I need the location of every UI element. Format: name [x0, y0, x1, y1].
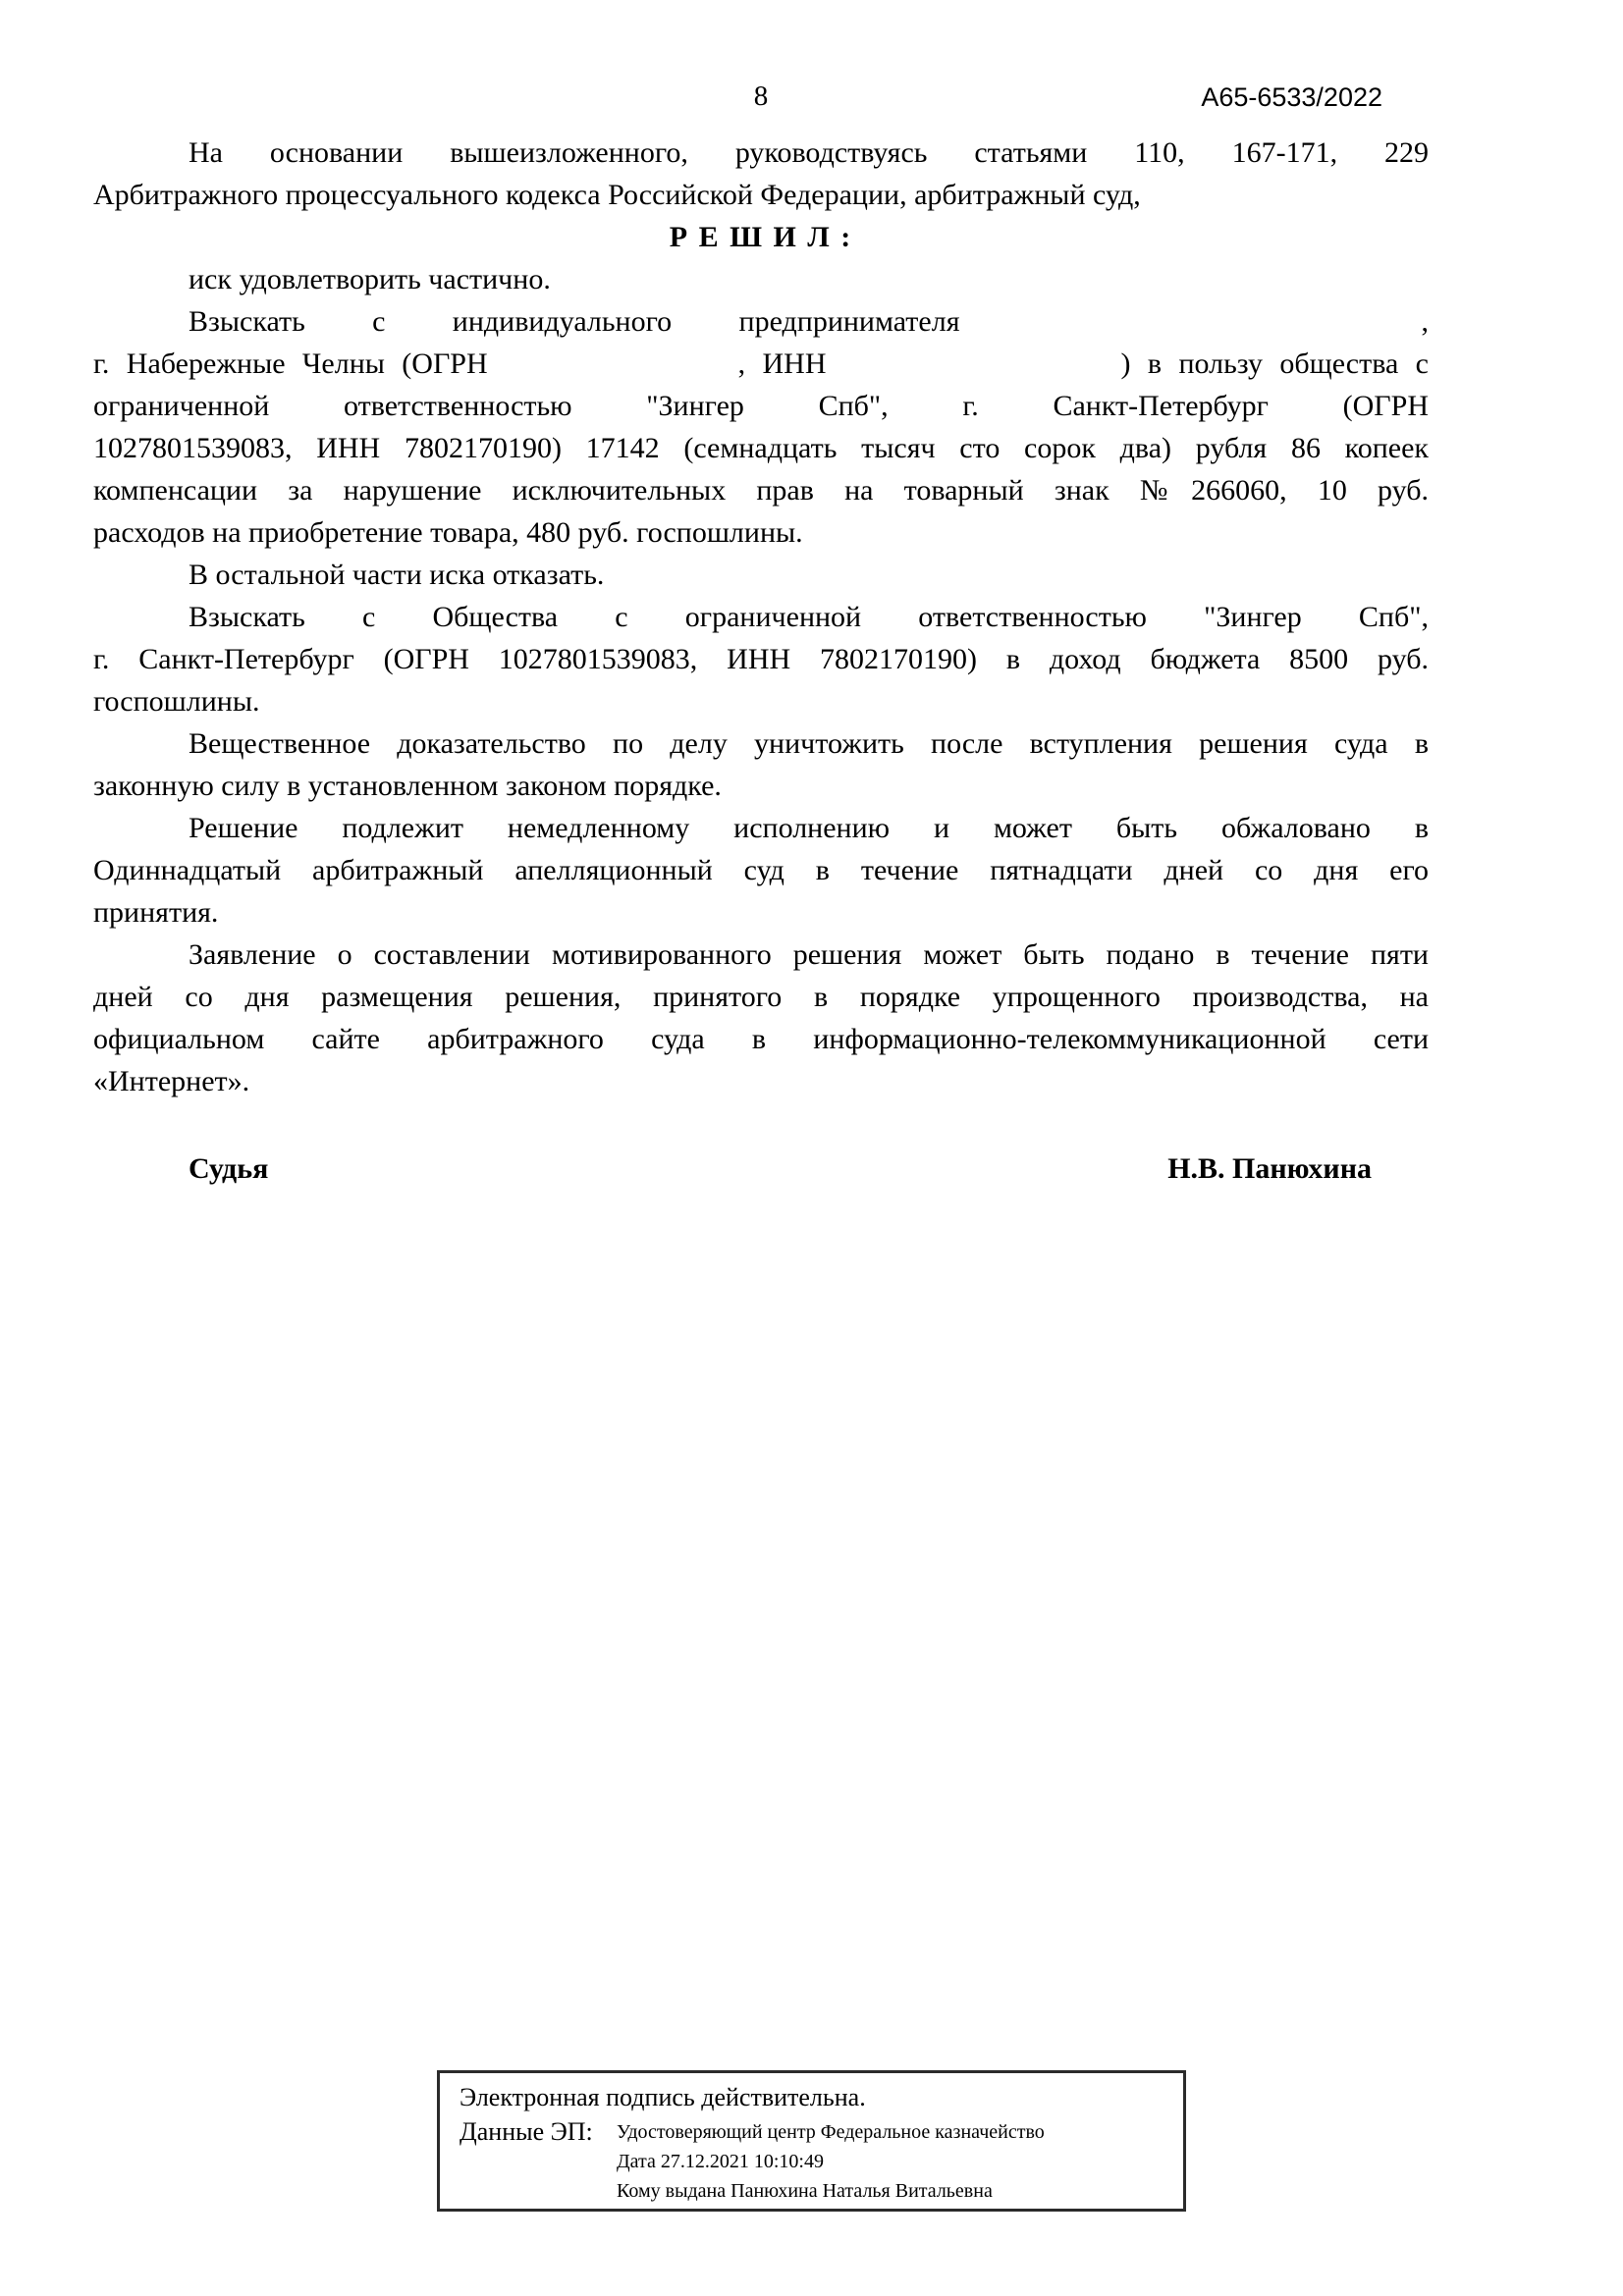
text-segment: Взыскать с индивидуального предпринимателя	[189, 305, 960, 338]
resolution-item-6-line-3: принятия.	[93, 896, 219, 929]
stamp-validity-text: Электронная подпись действительна.	[460, 2083, 866, 2111]
resolution-item-6-line-1: Решение подлежит немедленному исполнению и может быть обжаловано в	[189, 812, 1429, 844]
intro-line-1: На основании вышеизложенного, руководствуясь статьями 110, 167-171, 229	[189, 136, 1429, 169]
judge-label: Судья	[189, 1152, 269, 1185]
redacted-ogrn	[488, 372, 738, 373]
page-number: 8	[753, 80, 769, 112]
stamp-details	[617, 2117, 1045, 2206]
resolution-item-7-line-4: «Интернет».	[93, 1065, 250, 1097]
resolution-item-1: иск удовлетворить частично.	[189, 263, 551, 295]
text-segment: ) в пользу общества с	[1120, 347, 1429, 380]
resolution-item-4-line-1: Взыскать с Общества с ограниченной ответственностью "Зингер Спб",	[189, 601, 1429, 633]
text-segment: ,	[1421, 305, 1429, 338]
resolution-item-6-line-2: Одиннадцатый арбитражный апелляционный суд в течение пятнадцати дней со дня его	[93, 854, 1429, 886]
redacted-inn	[827, 372, 1121, 373]
resolution-item-4-line-2: г. Санкт-Петербург (ОГРН 1027801539083, ИНН 7802170190) в доход бюджета 8500 руб.	[93, 643, 1429, 675]
stamp-data-row	[460, 2117, 1173, 2206]
intro-line-2: Арбитражного процессуального кодекса Российской Федерации, арбитражный суд,	[93, 179, 1141, 211]
resolution-item-3: В остальной части иска отказать.	[189, 559, 605, 591]
resolution-item-2-line-5: компенсации за нарушение исключительных прав на товарный знак №266060, 10 руб.	[93, 474, 1429, 507]
resolution-item-7-line-1: Заявление о составлении мотивированного решения может быть подано в течение пяти	[189, 938, 1429, 971]
text-segment: , ИНН	[737, 347, 827, 380]
case-number: А65-6533/2022	[1201, 82, 1382, 112]
resolution-item-2-line-2	[93, 343, 1429, 385]
resolution-heading: Р Е Ш И Л :	[669, 221, 853, 253]
signature-row	[93, 1148, 1429, 1190]
stamp-certificate-authority: Удостоверяющий центр Федеральное казначейство	[617, 2121, 1045, 2143]
stamp-date: Дата 27.12.2021 10:10:49	[617, 2151, 824, 2172]
resolution-item-4-line-3: госпошлины.	[93, 685, 260, 718]
resolution-item-2-line-1	[93, 300, 1429, 343]
text-segment: г. Набережные Челны (ОГРН	[93, 347, 488, 380]
electronic-signature-stamp	[437, 2070, 1186, 2212]
judge-name: Н.В. Панюхина	[1167, 1152, 1372, 1185]
resolution-item-2-line-4: 1027801539083, ИНН 7802170190) 17142 (семнадцать тысяч сто сорок два) рубля 86 копеек	[93, 432, 1429, 464]
resolution-item-7-line-3: официальном сайте арбитражного суда в информационно-телекоммуникационной сети	[93, 1023, 1429, 1055]
resolution-item-5-line-2: законную силу в установленном законом порядке.	[93, 770, 722, 802]
decision-text	[93, 132, 1429, 1102]
redacted-entrepreneur-name	[960, 330, 1422, 331]
resolution-item-5-line-1: Вещественное доказательство по делу уничтожить после вступления решения суда в	[189, 727, 1429, 760]
stamp-issued-to: Кому выдана Панюхина Наталья Витальевна	[617, 2180, 993, 2202]
resolution-item-2-line-3: ограниченной ответственностью "Зингер Спб", г. Санкт-Петербург (ОГРН	[93, 390, 1429, 422]
stamp-data-label: Данные ЭП:	[460, 2117, 593, 2146]
resolution-item-7-line-2: дней со дня размещения решения, принятого в порядке упрощенного производства, на	[93, 981, 1429, 1013]
resolution-item-2-line-6: расходов на приобретение товара, 480 руб. госпошлины.	[93, 516, 803, 549]
page-header	[93, 0, 1429, 128]
